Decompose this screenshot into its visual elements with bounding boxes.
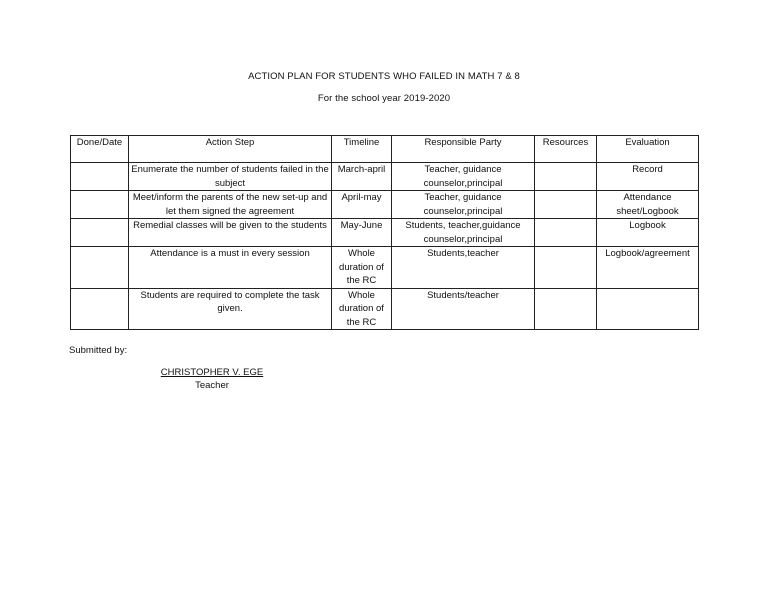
cell-evaluation: Logbook/agreement <box>597 247 699 289</box>
cell-done-date <box>71 288 129 330</box>
cell-resources <box>535 163 597 191</box>
table-row <box>71 219 699 247</box>
action-plan-table <box>70 135 699 330</box>
table-row <box>71 191 699 219</box>
signer-name: CHRISTOPHER V. EGE <box>160 367 264 378</box>
cell-evaluation: Attendance sheet/Logbook <box>597 191 699 219</box>
cell-done-date <box>71 247 129 289</box>
cell-done-date <box>71 163 129 191</box>
cell-responsible-party: Teacher, guidance counselor,principal <box>392 191 535 219</box>
cell-timeline: Whole duration of the RC <box>332 288 392 330</box>
header-resources: Resources <box>535 136 597 163</box>
cell-evaluation: Record <box>597 163 699 191</box>
cell-resources <box>535 247 597 289</box>
document-subtitle: For the school year 2019-2020 <box>317 93 451 104</box>
cell-action-step: Enumerate the number of students failed in the subject <box>129 163 332 191</box>
table-row <box>71 163 699 191</box>
cell-resources <box>535 288 597 330</box>
header-action-step: Action Step <box>129 136 332 163</box>
cell-action-step: Remedial classes will be given to the students <box>129 219 332 247</box>
document-title: ACTION PLAN FOR STUDENTS WHO FAILED IN MATH 7 & 8 <box>248 71 520 82</box>
cell-done-date <box>71 219 129 247</box>
header-evaluation: Evaluation <box>597 136 699 163</box>
cell-timeline: Whole duration of the RC <box>332 247 392 289</box>
cell-resources <box>535 191 597 219</box>
cell-action-step: Students are required to complete the task given. <box>129 288 332 330</box>
cell-resources <box>535 219 597 247</box>
table-row <box>71 247 699 289</box>
cell-evaluation: Logbook <box>597 219 699 247</box>
cell-responsible-party: Teacher, guidance counselor,principal <box>392 163 535 191</box>
cell-responsible-party: Students,teacher <box>392 247 535 289</box>
table-header-row <box>71 136 699 163</box>
header-done-date: Done/Date <box>71 136 129 163</box>
cell-evaluation <box>597 288 699 330</box>
table-row <box>71 288 699 330</box>
cell-action-step: Meet/inform the parents of the new set-up and let them signed the agreement <box>129 191 332 219</box>
cell-timeline: April-may <box>332 191 392 219</box>
submitted-by-label: Submitted by: <box>69 345 128 356</box>
header-responsible-party: Responsible Party <box>392 136 535 163</box>
signature-block <box>150 366 274 392</box>
cell-action-step: Attendance is a must in every session <box>129 247 332 289</box>
cell-timeline: March-april <box>332 163 392 191</box>
cell-timeline: May-June <box>332 219 392 247</box>
cell-responsible-party: Students/teacher <box>392 288 535 330</box>
cell-done-date <box>71 191 129 219</box>
header-timeline: Timeline <box>332 136 392 163</box>
signer-title: Teacher <box>195 380 229 391</box>
cell-responsible-party: Students, teacher,guidance counselor,principal <box>392 219 535 247</box>
